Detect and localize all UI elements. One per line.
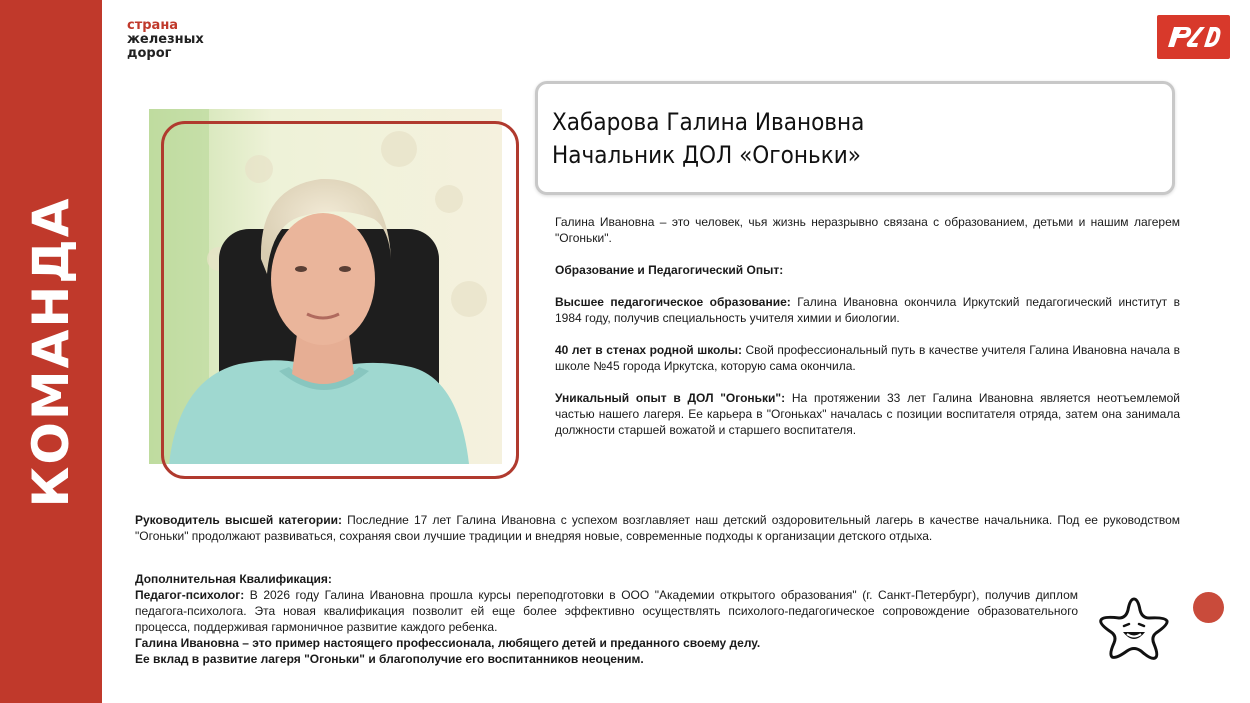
bio-intro: Галина Ивановна – это человек, чья жизнь неразрывно связана с образованием, детьми и нашим лагерем "Огоньки". <box>555 215 1180 245</box>
leader-paragraph <box>135 512 1180 544</box>
closing-line-1: Галина Ивановна – это пример настоящего профессионала, любящего детей и преданного своему делу. <box>135 636 761 650</box>
section-heading: Образование и Педагогический Опыт: <box>555 263 784 277</box>
education-text: Галина Ивановна окончила Иркутский педагогический институт в 1984 году, получив специальность учителя химии и биологии. <box>555 295 1180 325</box>
leader-label: Руководитель высшей категории: <box>135 513 342 527</box>
bio-text <box>555 214 1180 438</box>
person-name: Хабарова Галина Ивановна <box>552 108 865 136</box>
qualification-heading: Дополнительная Квалификация: <box>135 572 332 586</box>
star-mascot-icon <box>1097 596 1171 662</box>
camp-label: Уникальный опыт в ДОЛ "Огоньки": <box>555 391 786 405</box>
psych-label: Педагог-психолог: <box>135 588 245 602</box>
vertical-title: КОМАНДА <box>22 196 80 508</box>
person-position: Начальник ДОЛ «Огоньки» <box>552 141 862 169</box>
brand-line-2: железных <box>127 32 204 47</box>
name-box <box>535 81 1175 195</box>
psych-paragraph <box>135 587 1078 635</box>
camp-paragraph <box>555 390 1180 438</box>
decorative-dot <box>1193 592 1224 623</box>
education-paragraph <box>555 294 1180 326</box>
side-bar <box>0 0 102 703</box>
brand-line-1: страна <box>127 18 179 33</box>
closing-line-2: Ее вклад в развитие лагеря "Огоньки" и благополучие его воспитанников неоценим. <box>135 652 644 666</box>
brand-line-3: дорог <box>127 46 172 61</box>
qualification-block <box>135 571 1078 667</box>
camp-text: На протяжении 33 лет Галина Ивановна является неотъемлемой частью нашего лагеря. Ее карьера в "Огоньках" началась с позиции воспитателя отряда, затем она занимала должности старшей вожатой и старшего воспитателя. <box>555 391 1180 437</box>
school-label: 40 лет в стенах родной школы: <box>555 343 742 357</box>
psych-text: В 2026 году Галина Ивановна прошла курсы переподготовки в ООО "Академии открытого образования" (г. Санкт-Петербург), получив диплом педагога-психолога. Эта новая квалификация позволит ей еще более эффективно осуществлять психолого-педагогическое сопровождение образовательного процесса, поддерживая гармоничное развитие каждого ребенка. <box>135 588 1078 634</box>
school-paragraph <box>555 342 1180 374</box>
leader-text: Последние 17 лет Галина Ивановна с успехом возглавляет наш детский оздоровительный лагерь в качестве начальника. Под ее руководством "Огоньки" продолжают развиваться, сохраняя свои лучшие традиции и внедряя новые, современные подходы к организации детского отдыха. <box>135 513 1180 543</box>
school-text: Свой профессиональный путь в качестве учителя Галина Ивановна начала в школе №45 города Иркутска, которую сама окончила. <box>555 343 1180 373</box>
photo-frame <box>161 121 519 479</box>
education-label: Высшее педагогическое образование: <box>555 295 791 309</box>
rzd-logo-icon <box>1157 15 1230 59</box>
brand-wordmark <box>127 19 204 61</box>
